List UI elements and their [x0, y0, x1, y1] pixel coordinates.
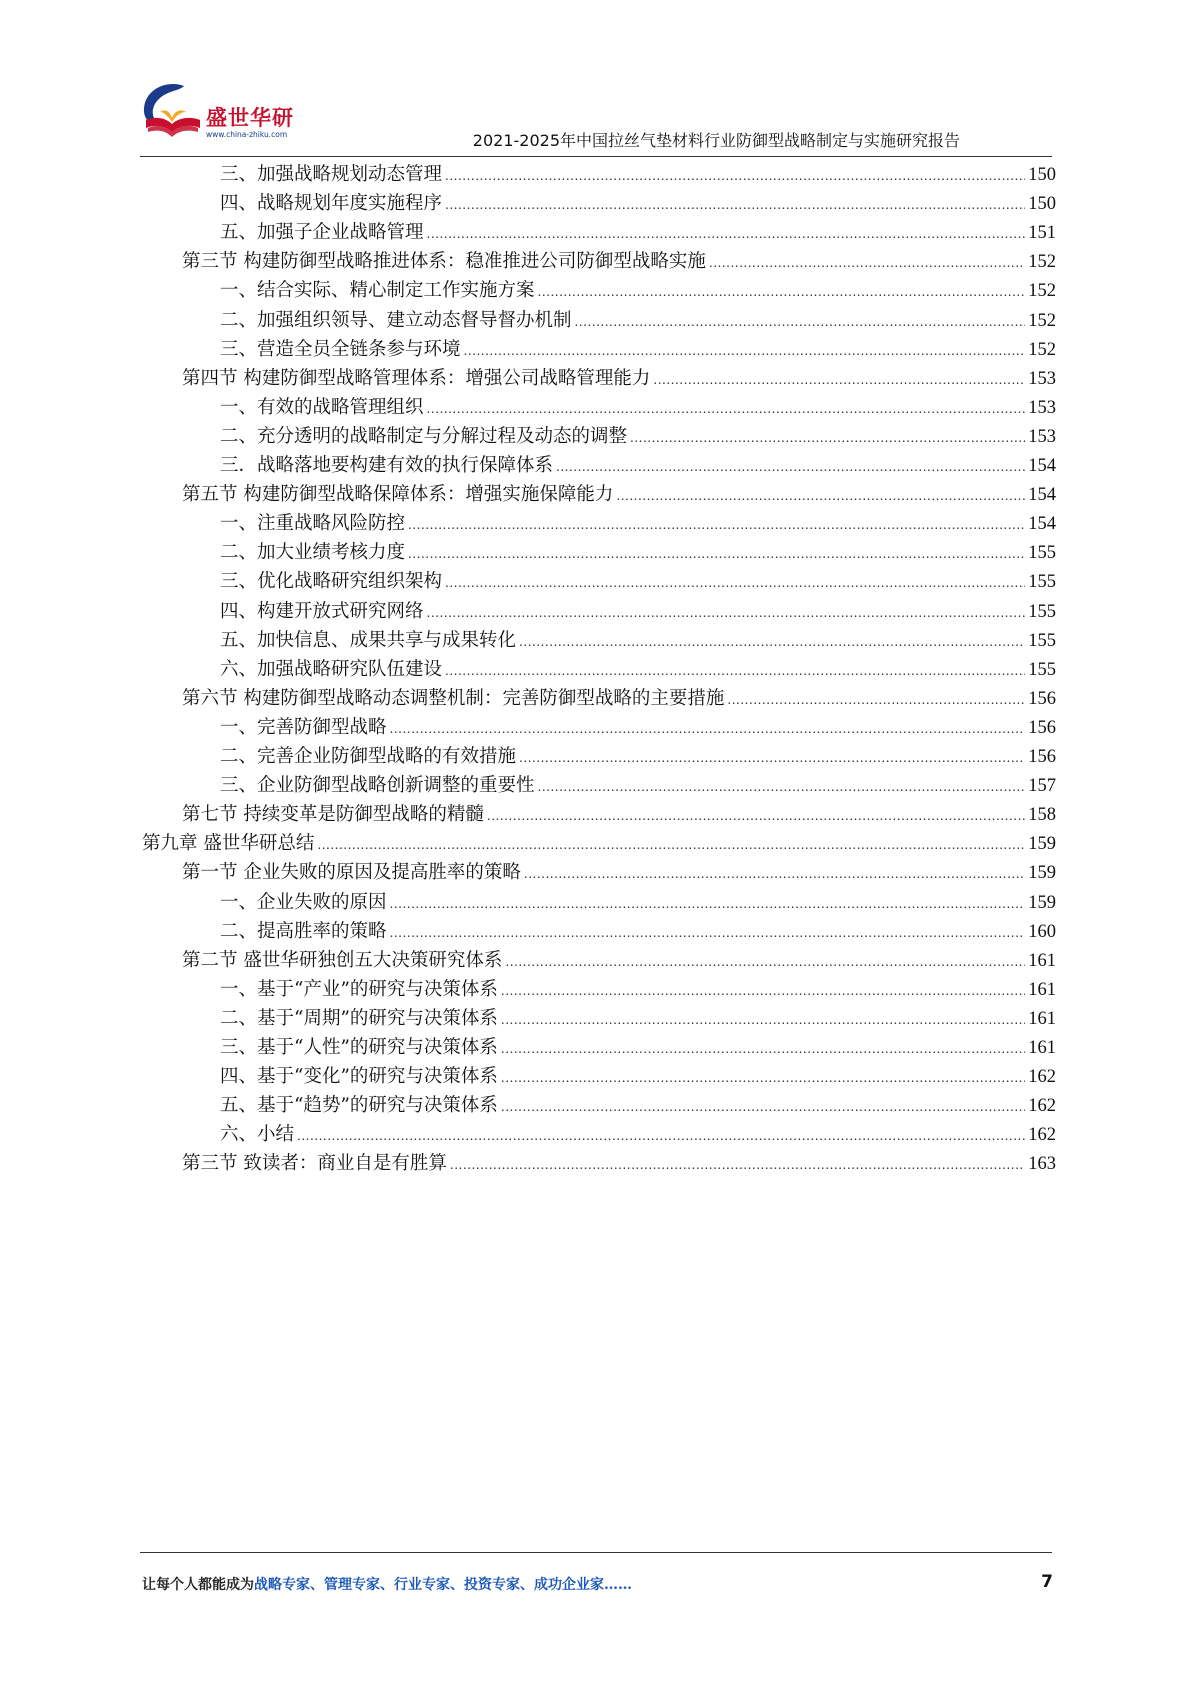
toc-leader-dots	[408, 538, 1025, 569]
toc-entry[interactable]	[220, 1033, 1056, 1063]
toc-entry-page: 162	[1028, 1067, 1056, 1088]
toc-entry-label: 四、构建开放式研究网络	[220, 600, 424, 622]
toc-entry-page: 155	[1028, 630, 1056, 651]
toc-leader-dots	[519, 742, 1025, 773]
toc-leader-dots	[538, 276, 1026, 307]
toc-leader-dots	[445, 655, 1025, 686]
toc-entry-page: 161	[1028, 1038, 1056, 1058]
toc-entry[interactable]	[182, 684, 1056, 714]
toc-entry[interactable]	[182, 247, 1056, 277]
toc-entry[interactable]	[220, 538, 1056, 568]
toc-entry[interactable]	[220, 626, 1056, 656]
toc-entry[interactable]	[220, 742, 1056, 772]
toc-entry[interactable]	[220, 160, 1056, 190]
logo	[140, 82, 300, 148]
toc-entry-page: 155	[1028, 572, 1056, 593]
toc-leader-dots	[445, 189, 1025, 220]
toc-leader-dots	[464, 335, 1026, 366]
footer-divider	[140, 1552, 1052, 1553]
footer-slogan	[142, 1574, 632, 1594]
toc-entry-label: 第五节 构建防御型战略保障体系：增强实施保障能力	[182, 484, 614, 506]
toc-entry-label: 第三节 构建防御型战略推进体系：稳准推进公司防御型战略实施	[182, 251, 706, 273]
toc-leader-dots	[450, 1149, 1025, 1180]
toc-entry[interactable]	[220, 655, 1056, 685]
toc-entry[interactable]	[182, 364, 1056, 394]
toc-entry-page: 156	[1028, 717, 1056, 738]
toc-entry-label: 第四节 构建防御型战略管理体系：增强公司战略管理能力	[182, 367, 651, 389]
toc-entry-label: 三、营造全员全链条参与环境	[220, 338, 461, 360]
toc-entry-label: 六、加强战略研究队伍建设	[220, 658, 443, 680]
page-number: 7	[1041, 1572, 1053, 1592]
logo-book-icon	[140, 82, 204, 142]
toc-entry-label: 二、加强组织领导、建立动态督导督办机制	[220, 309, 572, 331]
toc-entry[interactable]	[220, 1062, 1056, 1092]
toc-entry[interactable]	[220, 422, 1056, 452]
toc-entry-label: 三、加强战略规划动态管理	[220, 164, 443, 185]
toc-entry[interactable]	[220, 218, 1056, 248]
toc-entry-page: 152	[1028, 310, 1056, 331]
toc-entry[interactable]	[220, 509, 1056, 539]
toc-entry-page: 161	[1028, 1008, 1056, 1029]
toc-leader-dots	[445, 567, 1025, 598]
toc-entry[interactable]	[220, 1120, 1056, 1150]
toc-leader-dots	[390, 917, 1026, 948]
logo-url: www.china-zhiku.com	[206, 130, 288, 139]
footer-slogan-highlight: 战略专家、管理专家、行业专家、投资专家、成功企业家……	[254, 1577, 632, 1593]
toc-entry-label: 一、有效的战略管理组织	[220, 396, 424, 418]
toc-entry[interactable]	[220, 335, 1056, 365]
toc-entry-page: 162	[1028, 1125, 1056, 1146]
toc-leader-dots	[524, 858, 1025, 889]
toc-entry-page: 153	[1028, 397, 1056, 418]
toc-entry[interactable]	[182, 800, 1056, 830]
toc-leader-dots	[575, 306, 1026, 337]
toc-entry-label: 四、基于“变化”的研究与决策体系	[220, 1066, 498, 1088]
toc-entry-label: 五、加强子企业战略管理	[220, 222, 424, 244]
toc-entry-page: 156	[1028, 747, 1056, 767]
toc-entry-page: 156	[1028, 688, 1056, 709]
toc-leader-dots	[427, 218, 1026, 249]
toc-entry-label: 一、注重战略风险防控	[220, 513, 406, 535]
toc-entry[interactable]	[142, 829, 1056, 859]
toc-entry-label: 一、企业失败的原因	[220, 891, 387, 913]
toc-entry[interactable]	[220, 567, 1056, 597]
toc-entry-label: 第六节 构建防御型战略动态调整机制：完善防御型战略的主要措施	[182, 687, 725, 709]
toc-entry-label: 第一节 企业失败的原因及提高胜率的策略	[182, 862, 521, 884]
toc-entry-page: 157	[1028, 776, 1056, 797]
toc-entry-page: 162	[1028, 1096, 1056, 1117]
toc-entry-label: 第九章 盛世华研总结	[142, 833, 315, 855]
toc-entry-page: 152	[1028, 339, 1056, 360]
toc-entry[interactable]	[220, 306, 1056, 336]
toc-entry-label: 三．战略落地要构建有效的执行保障体系	[220, 455, 554, 476]
toc-entry-label: 四、战略规划年度实施程序	[220, 193, 443, 215]
toc-leader-dots	[630, 422, 1025, 453]
toc-entry-page: 159	[1028, 892, 1056, 913]
page-header	[140, 82, 1052, 158]
toc-entry-label: 二、基于“周期”的研究与决策体系	[220, 1007, 498, 1029]
toc-leader-dots	[501, 975, 1025, 1006]
toc-entry-label: 二、加大业绩考核力度	[220, 542, 406, 564]
toc-entry-page: 154	[1028, 514, 1056, 535]
toc-entry-page: 151	[1028, 223, 1056, 244]
toc-leader-dots	[390, 888, 1026, 919]
toc-entry[interactable]	[220, 276, 1056, 306]
toc-leader-dots	[556, 451, 1025, 482]
toc-entry-label: 第三节 致读者：商业自是有胜算	[182, 1153, 447, 1175]
toc-leader-dots	[317, 829, 1025, 860]
toc-entry-page: 155	[1028, 543, 1056, 564]
toc-entry[interactable]	[220, 713, 1056, 743]
toc-entry-page: 161	[1028, 950, 1056, 971]
toc-entry-page: 153	[1028, 368, 1056, 389]
toc-entry[interactable]	[220, 771, 1056, 801]
toc-entry-page: 159	[1028, 863, 1056, 884]
toc-leader-dots	[505, 946, 1025, 977]
toc-leader-dots	[501, 1062, 1025, 1093]
toc-leader-dots	[501, 1033, 1025, 1064]
toc-entry[interactable]	[220, 917, 1056, 947]
toc-entry[interactable]	[220, 888, 1056, 918]
toc-entry[interactable]	[220, 393, 1056, 423]
toc-leader-dots	[445, 160, 1025, 191]
toc-entry-label: 五、基于“趋势”的研究与决策体系	[220, 1095, 498, 1117]
toc-entry-page: 150	[1028, 194, 1056, 215]
toc-entry-label: 一、结合实际、精心制定工作实施方案	[220, 280, 535, 302]
toc-entry-label: 二、提高胜率的策略	[220, 920, 387, 942]
toc-entry[interactable]	[220, 597, 1056, 627]
toc-entry-page: 158	[1028, 805, 1056, 826]
toc-leader-dots	[297, 1120, 1025, 1151]
toc-leader-dots	[616, 480, 1025, 511]
toc-entry-label: 六、小结	[220, 1124, 295, 1146]
toc-entry-page: 152	[1028, 252, 1056, 273]
toc-leader-dots	[538, 771, 1026, 802]
toc-entry[interactable]	[220, 975, 1056, 1005]
toc-entry-label: 一、基于“产业”的研究与决策体系	[220, 978, 498, 1000]
toc-leader-dots	[709, 247, 1025, 278]
toc-entry-page: 161	[1028, 979, 1056, 1000]
footer-slogan-prefix: 让每个人都能成为	[142, 1577, 254, 1593]
toc-entry-label: 三、企业防御型战略创新调整的重要性	[220, 775, 535, 797]
toc-entry-label: 一、完善防御型战略	[220, 716, 387, 738]
toc-leader-dots	[727, 684, 1025, 715]
toc-entry[interactable]	[182, 946, 1056, 976]
toc-entry-page: 155	[1028, 659, 1056, 680]
header-divider	[140, 156, 1052, 157]
toc-entry-label: 第二节 盛世华研独创五大决策研究体系	[182, 949, 503, 971]
toc-entry[interactable]	[182, 1149, 1056, 1179]
toc-entry[interactable]	[182, 858, 1056, 888]
toc-leader-dots	[501, 1091, 1025, 1122]
toc-entry-page: 163	[1028, 1154, 1056, 1175]
toc-leader-dots	[408, 509, 1025, 540]
toc-entry-label: 三、基于“人性”的研究与决策体系	[220, 1037, 498, 1058]
toc-leader-dots	[487, 800, 1025, 831]
toc-entry-page: 150	[1028, 165, 1056, 185]
toc-leader-dots	[501, 1004, 1025, 1035]
toc-entry[interactable]	[220, 1004, 1056, 1034]
toc-leader-dots	[427, 597, 1026, 628]
toc-entry-label: 二、完善企业防御型战略的有效措施	[220, 746, 517, 767]
toc-leader-dots	[390, 713, 1026, 744]
toc-entry-page: 153	[1028, 426, 1056, 447]
toc-entry-label: 二、充分透明的战略制定与分解过程及动态的调整	[220, 425, 628, 447]
toc-leader-dots	[653, 364, 1025, 395]
toc-leader-dots	[519, 626, 1025, 657]
toc-leader-dots	[427, 393, 1026, 424]
toc-entry-page: 154	[1028, 485, 1056, 506]
toc-entry-label: 第七节 持续变革是防御型战略的精髓	[182, 804, 484, 826]
toc-entry-page: 154	[1028, 456, 1056, 476]
toc-entry-label: 五、加快信息、成果共享与成果转化	[220, 629, 517, 651]
toc-entry[interactable]	[220, 451, 1056, 481]
toc-entry-page: 155	[1028, 601, 1056, 622]
logo-text: 盛世华研	[206, 106, 294, 130]
toc-entry-page: 152	[1028, 281, 1056, 302]
toc-entry[interactable]	[220, 189, 1056, 219]
toc-entry-page: 160	[1028, 921, 1056, 942]
toc-entry[interactable]	[220, 1091, 1056, 1121]
toc-entry-page: 159	[1028, 834, 1056, 855]
toc-entry-label: 三、优化战略研究组织架构	[220, 571, 443, 593]
report-title: 2021-2025年中国拉丝气垫材料行业防御型战略制定与实施研究报告	[472, 131, 960, 150]
toc-entry[interactable]	[182, 480, 1056, 510]
